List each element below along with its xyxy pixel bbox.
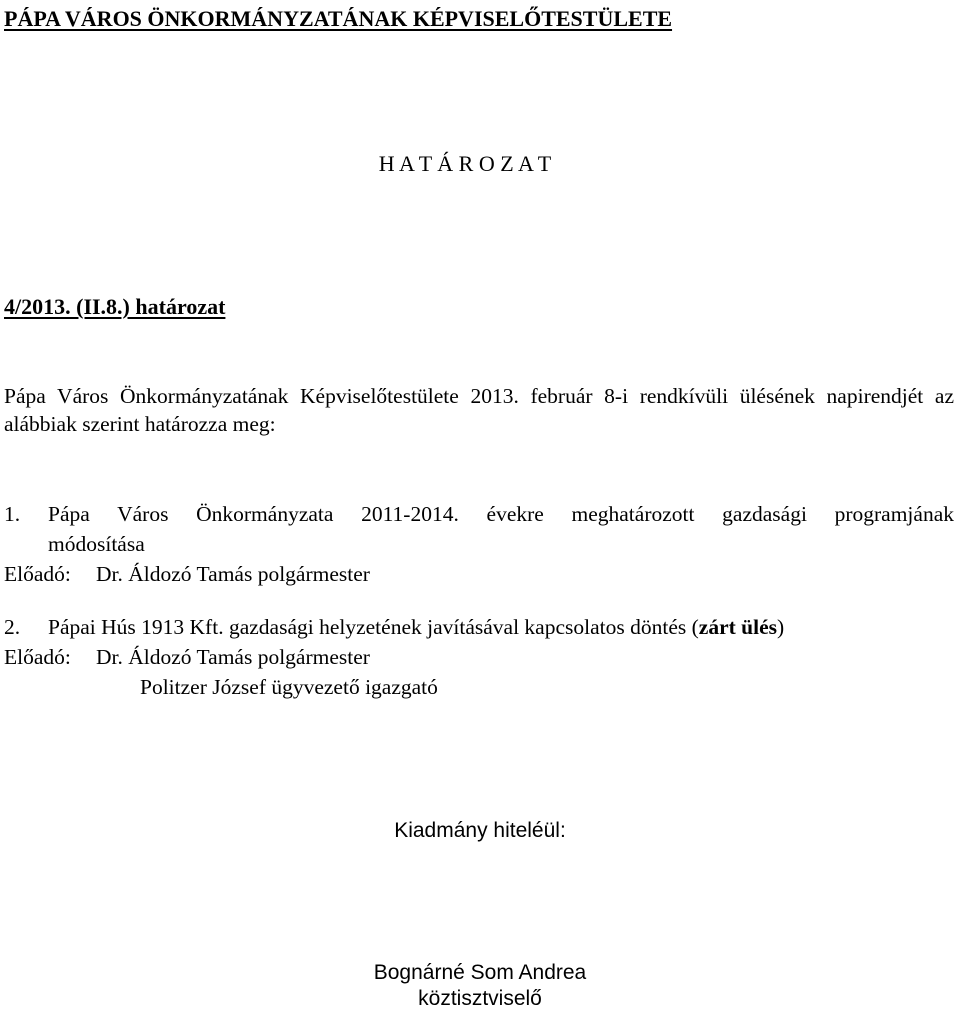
certification-label: Kiadmány hiteléül: [394, 819, 566, 842]
presenter-name: Dr. Áldozó Tamás polgármester [96, 562, 370, 586]
presenter-label: Előadó: [4, 562, 71, 586]
agenda-item-number: 1. [4, 502, 21, 526]
agenda-item-text-continuation: módosítása [48, 532, 145, 556]
agenda-item-1 [4, 499, 954, 589]
resolution-number: 4/2013. (II.8.) határozat [4, 294, 226, 319]
agenda-item-text: Pápai Hús 1913 Kft. gazdasági helyzetének javításával kapcsolatos döntés ( [48, 615, 699, 639]
resolution-intro-paragraph: Pápa Város Önkormányzatának Képviselőtestülete 2013. február 8-i rendkívüli ülésének napirendjét az alábbiak szerint határozza meg: [4, 384, 954, 436]
agenda-item-presenter [4, 642, 954, 672]
agenda-item-2 [4, 612, 954, 702]
agenda-item-presenter [4, 559, 954, 589]
organization-title: PÁPA VÁROS ÖNKORMÁNYZATÁNAK KÉPVISELŐTESTÜLETE [4, 6, 673, 31]
agenda-item-text-line: Pápa Város Önkormányzata 2011-2014. évekre meghatározott gazdasági programjának [48, 502, 954, 526]
signer-name: Bognárné Som Andrea [373, 961, 587, 984]
agenda-item-second-presenter: Politzer József ügyvezető igazgató [140, 675, 438, 699]
closed-session-label: zárt ülés [698, 615, 777, 639]
agenda-item-text-end: ) [777, 615, 785, 639]
signer-title: köztisztviselő [418, 987, 542, 1010]
agenda-item-number: 2. [4, 615, 21, 639]
presenter-label: Előadó: [4, 645, 71, 669]
agenda-item-text-line [48, 612, 954, 642]
document-type-heading: H A T Á R O Z A T [378, 151, 552, 176]
signature-block [0, 960, 960, 1012]
presenter-name: Dr. Áldozó Tamás polgármester [96, 645, 370, 669]
